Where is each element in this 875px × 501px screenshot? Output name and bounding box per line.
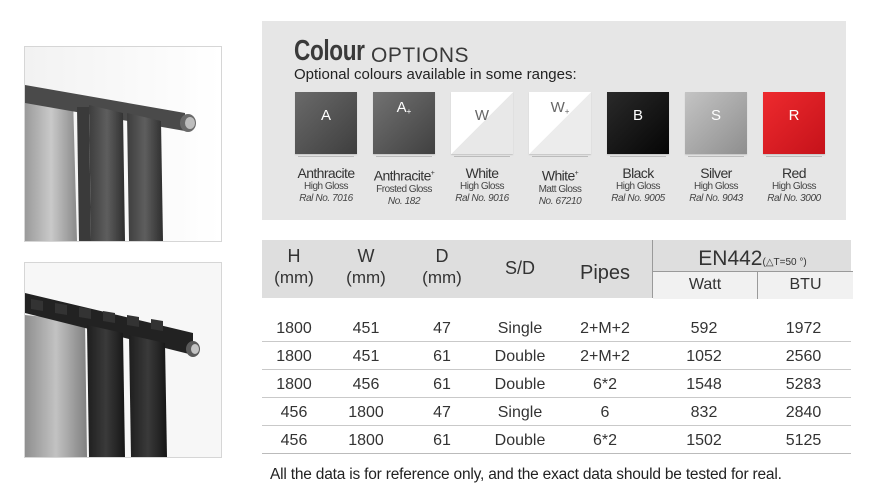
cell-pipes: 6 bbox=[600, 404, 610, 421]
swatch-ral: Ral No. 9043 bbox=[689, 193, 743, 204]
swatch-ral: Ral No. 9016 bbox=[455, 193, 509, 204]
cell-pipes: 6*2 bbox=[592, 432, 618, 449]
cell-h: 456 bbox=[280, 404, 308, 421]
cell-w: 1800 bbox=[348, 432, 384, 449]
cell-watt: 1502 bbox=[686, 432, 722, 449]
disclaimer-note: All the data is for reference only, and the exact data should be tested for real. bbox=[270, 466, 782, 483]
cell-h: 1800 bbox=[276, 376, 312, 393]
swatch-name-sup: + bbox=[574, 170, 579, 177]
table-body bbox=[262, 314, 851, 454]
cell-sd: Single bbox=[497, 320, 543, 337]
swatch-finish: High Gloss bbox=[616, 181, 660, 192]
cell-d: 61 bbox=[433, 376, 451, 393]
header-en442 bbox=[652, 240, 852, 298]
cell-h: 1800 bbox=[276, 320, 312, 337]
swatch-name bbox=[525, 166, 595, 184]
cell-d: 61 bbox=[433, 432, 451, 449]
table-row bbox=[262, 314, 851, 342]
divider bbox=[688, 156, 744, 157]
swatch-sup: + bbox=[564, 106, 570, 116]
header-sd: S/D bbox=[504, 258, 535, 278]
swatch-ral: Ral No. 3000 bbox=[767, 193, 821, 204]
header-pipes: Pipes bbox=[579, 262, 631, 284]
swatch-silver[interactable] bbox=[681, 92, 751, 205]
divider bbox=[376, 156, 432, 157]
cell-pipes: 2+M+2 bbox=[580, 320, 630, 337]
swatch-letter: W bbox=[550, 98, 565, 116]
swatch-letter: A bbox=[320, 106, 331, 124]
swatch-name-text: Anthracite bbox=[373, 167, 431, 184]
cell-btu: 2840 bbox=[785, 404, 822, 421]
swatch-ral: Ral No. 7016 bbox=[299, 193, 353, 204]
swatch-white[interactable] bbox=[447, 92, 517, 205]
swatch-letter: B bbox=[632, 106, 643, 124]
swatch-color-box bbox=[295, 92, 357, 154]
cell-w: 456 bbox=[352, 376, 380, 393]
swatch-color-box bbox=[529, 92, 591, 154]
cell-watt: 832 bbox=[690, 404, 718, 421]
swatch-finish: High Gloss bbox=[304, 181, 348, 192]
swatch-color-box bbox=[451, 92, 513, 154]
table-header bbox=[262, 240, 851, 298]
title-bold: Colour bbox=[294, 35, 365, 67]
divider bbox=[610, 156, 666, 157]
en442-note: (△T=50 °) bbox=[762, 257, 807, 268]
cell-watt: 1052 bbox=[686, 348, 722, 365]
divider bbox=[766, 156, 822, 157]
header-h-unit: (mm) bbox=[274, 268, 314, 287]
cell-btu: 2560 bbox=[785, 348, 822, 365]
table-row bbox=[262, 342, 851, 370]
swatch-ral: No. 67210 bbox=[538, 195, 582, 207]
swatch-anthracite[interactable] bbox=[291, 92, 361, 205]
cell-btu: 1972 bbox=[785, 320, 822, 337]
cell-sd: Single bbox=[497, 404, 543, 421]
swatch-name: Silver bbox=[700, 165, 732, 181]
cell-d: 47 bbox=[433, 320, 451, 337]
swatch-name-text: White bbox=[541, 167, 575, 184]
product-photo-single bbox=[24, 46, 222, 242]
cell-w: 451 bbox=[352, 348, 380, 365]
swatch-ral: Ral No. 9005 bbox=[611, 193, 665, 204]
swatch-sup: + bbox=[406, 106, 412, 116]
product-photo-double bbox=[24, 262, 222, 458]
swatch-finish: High Gloss bbox=[460, 181, 504, 192]
cell-btu: 5283 bbox=[785, 376, 822, 393]
radiator-single-image bbox=[25, 47, 221, 241]
swatch-name-sup: + bbox=[430, 170, 435, 177]
swatch-finish: High Gloss bbox=[772, 181, 816, 192]
header-w-unit: (mm) bbox=[346, 268, 386, 287]
swatch-color-box bbox=[685, 92, 747, 154]
header-watt: Watt bbox=[653, 271, 757, 299]
header-btu: BTU bbox=[757, 271, 853, 299]
swatch-name: Red bbox=[782, 165, 806, 181]
swatch-color-box bbox=[607, 92, 669, 154]
swatch-letter: S bbox=[710, 106, 721, 124]
swatch-letter: R bbox=[788, 106, 800, 124]
cell-h: 1800 bbox=[276, 348, 312, 365]
swatch-letter: W bbox=[474, 106, 490, 124]
cell-pipes: 6*2 bbox=[592, 376, 618, 393]
cell-sd: Double bbox=[494, 348, 546, 365]
swatch-white-plus[interactable] bbox=[525, 92, 595, 208]
swatch-black[interactable] bbox=[603, 92, 673, 205]
swatch-finish: Matt Gloss bbox=[538, 183, 582, 195]
table-row bbox=[262, 370, 851, 398]
swatch-ral: No. 182 bbox=[387, 195, 421, 207]
colour-options-panel bbox=[262, 21, 846, 220]
table-row bbox=[262, 398, 851, 426]
cell-w: 451 bbox=[352, 320, 380, 337]
cell-watt: 1548 bbox=[686, 376, 722, 393]
divider bbox=[532, 156, 588, 157]
swatch-color-box bbox=[373, 92, 435, 154]
divider bbox=[454, 156, 510, 157]
swatch-finish: High Gloss bbox=[694, 181, 738, 192]
swatch-name: White bbox=[465, 165, 499, 181]
cell-w: 1800 bbox=[348, 404, 384, 421]
cell-watt: 592 bbox=[690, 320, 718, 337]
cell-d: 61 bbox=[433, 348, 451, 365]
en442-label: EN442 bbox=[698, 247, 763, 270]
en442-title bbox=[653, 247, 852, 271]
swatch-red[interactable] bbox=[759, 92, 829, 205]
header-w bbox=[326, 246, 406, 288]
header-h bbox=[262, 246, 326, 288]
cell-pipes: 2+M+2 bbox=[580, 348, 630, 365]
cell-sd: Double bbox=[494, 432, 546, 449]
colour-subtitle: Optional colours available in some ranges: bbox=[294, 66, 577, 83]
swatch-anthracite-plus[interactable] bbox=[369, 92, 439, 208]
cell-btu: 5125 bbox=[785, 432, 822, 449]
swatch-finish: Frosted Gloss bbox=[376, 183, 432, 195]
radiator-double-image bbox=[25, 263, 221, 457]
colour-options-title bbox=[294, 35, 470, 68]
specs-table bbox=[262, 240, 851, 454]
swatch-name: Black bbox=[622, 165, 654, 181]
header-h-label: H bbox=[287, 246, 301, 266]
cell-sd: Double bbox=[494, 376, 546, 393]
header-w-label: W bbox=[357, 246, 375, 266]
swatch-letter: A bbox=[396, 98, 407, 116]
swatch-name bbox=[369, 166, 439, 184]
swatch-color-box bbox=[763, 92, 825, 154]
cell-h: 456 bbox=[280, 432, 308, 449]
divider bbox=[298, 156, 354, 157]
header-d bbox=[406, 246, 478, 288]
header-d-unit: (mm) bbox=[422, 268, 462, 287]
header-d-label: D bbox=[435, 246, 449, 266]
title-rest: OPTIONS bbox=[371, 44, 470, 67]
swatch-name: Anthracite bbox=[297, 165, 355, 181]
cell-d: 47 bbox=[433, 404, 451, 421]
table-row bbox=[262, 426, 851, 454]
